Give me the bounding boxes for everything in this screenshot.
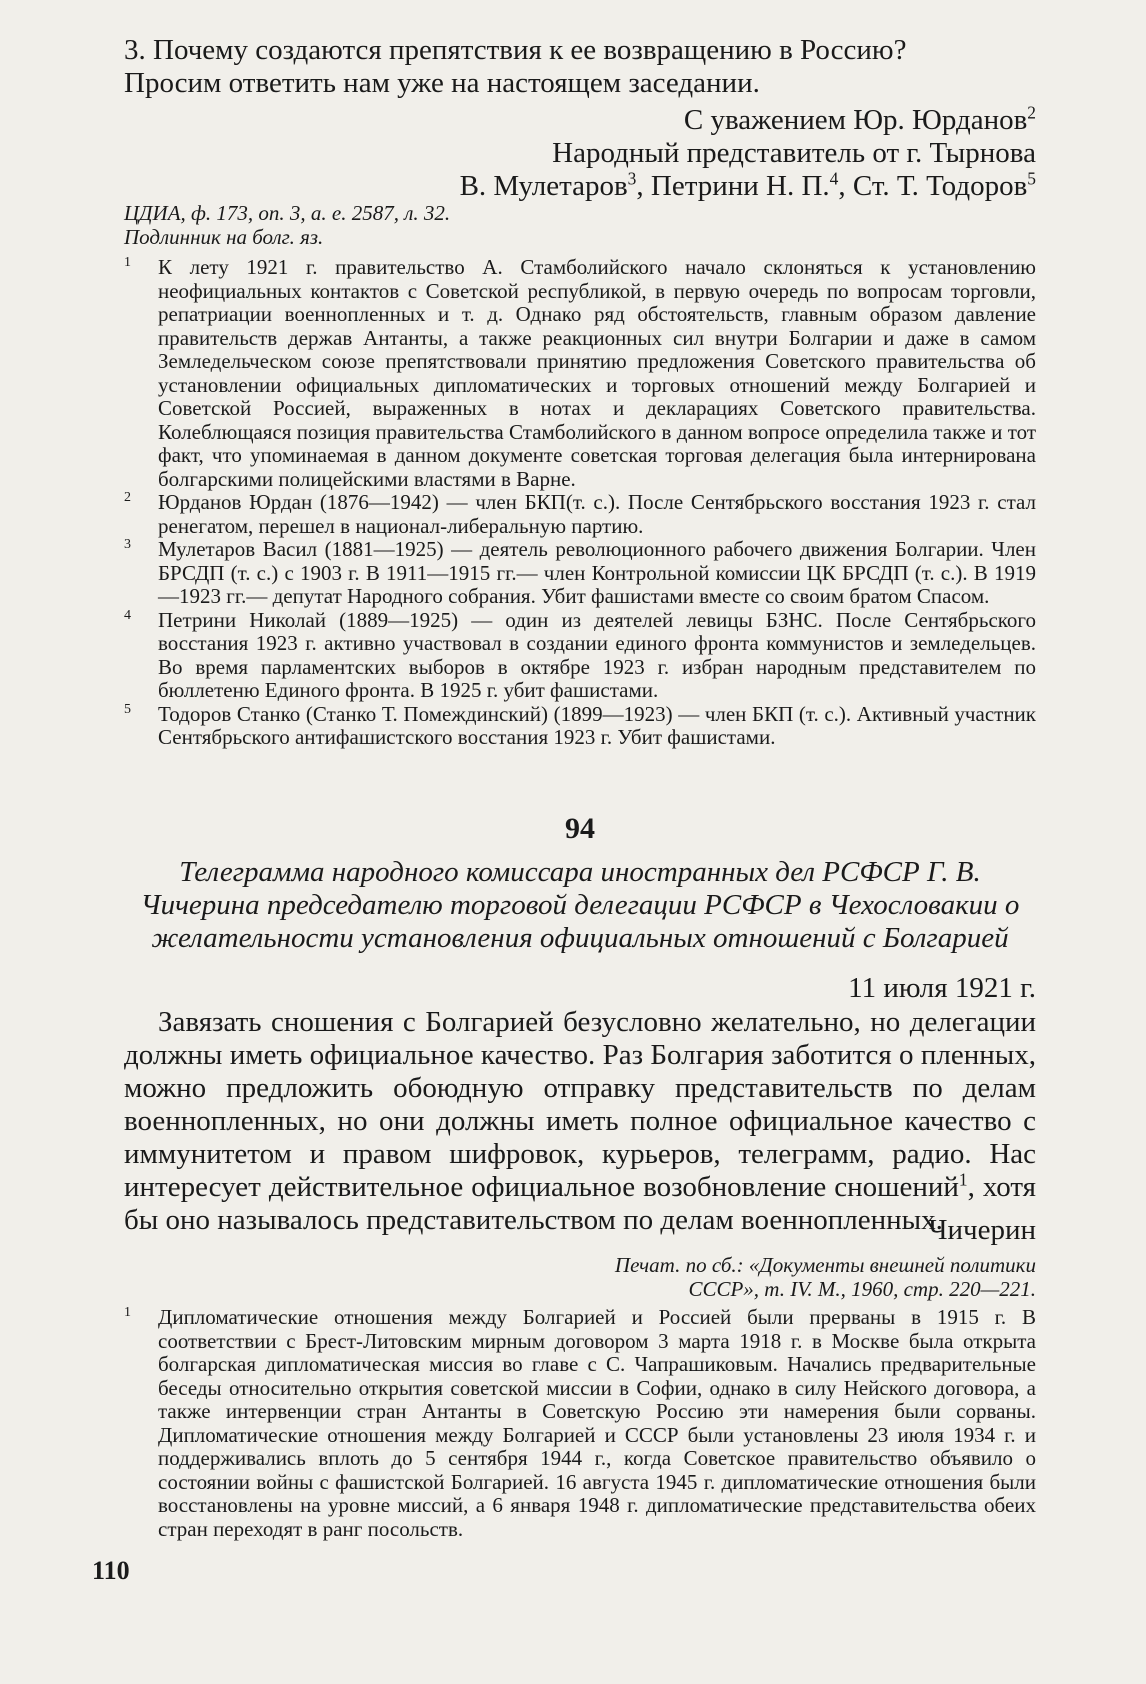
document-title: Телеграмма народного комиссара иностранных дел РСФСР Г. В. Чичерина председателю торговой делегации РСФСР в Чехословакии о желательности установления официальных отношений с Болгарией [140,856,1020,954]
page-number: 110 [92,1556,130,1585]
footnote-item [124,538,1036,609]
body-paragraph [124,1006,1036,1237]
document-body [124,1006,1036,1237]
footnote-number: 1 [124,1305,131,1320]
footnote-item [124,491,1036,538]
regards-text: С уважением Юр. Юрданов [683,104,1028,136]
footnote-item [124,1306,1036,1541]
signer-petrini: , Петрини Н. П. [636,170,830,202]
footnotes-first [124,256,1036,750]
archive-original-note: Подлинник на болг. яз. [124,224,324,249]
footnote-number: 1 [124,255,131,270]
footnote-ref: 3 [627,168,637,189]
body-text-part1: Завязать сношения с Болгарией безусловно желательно, но делегации должны иметь официальное качество. Раз Болгария заботится о пленных, можно предложить обоюдную отправку представительств по делам военнопленных, но они должны иметь полное официальное качество с иммунитетом и правом шифровок, курьеров, телеграмм, радио. Нас интересует действительное официальное возобновление сношений [124,1006,1036,1203]
deputy-line: Народный представитель от г. Тырнова [552,137,1036,169]
footnote-ref: 1 [958,1169,968,1190]
footnote-text: К лету 1921 г. правительство А. Стамболийского начало склоняться к установлению неофициальных контактов с Советской республикой, в первую очередь по вопросам торговли, репатриации военнопленных и т. д. Однако ряд обстоятельств, главным образом давление правительств держав Антанты, а также реакционных сил внутри Болгарии и даже в самом Земледельческом союзе препятствовали принятию предложения Советского правительства об установлении официальных дипломатических и торговых отношений между Болгарией и Советской Россией, выраженных в нотах и декларациях Советского правительства. Колеблющаяся позиция правительства Стамболийского в данном вопросе определила также и тот факт, что упоминаемая в данном документе советская торговая делегация была интернирована болгарскими полицейскими властями в Варне. [158,255,1036,491]
signatures-block [124,104,1036,203]
footnote-number: 3 [124,537,131,552]
footnote-text: Дипломатические отношения между Болгарией и Россией были прерваны в 1915 г. В соответствии с Брест-Литовским мирным договором 3 марта 1918 г. в Москве была открыта болгарская дипломатическая миссия во главе с С. Чапрашиковым. Начались предварительные беседы относительно открытия советской миссии в Софии, однако в силу Нейского договора, а также интервенции стран Антанты в Советскую Россию эти намерения были сорваны. Дипломатические отношения между Болгарией и СССР были установлены 23 июля 1934 г. и поддерживались вплоть до 5 сентября 1944 г., когда Советское правительство объявило о состоянии войны с фашистской Болгарией. 16 августа 1945 г. дипломатические отношения были восстановлены на уровне миссий, а 6 января 1948 г. дипломатические представительства обеих стран переходят в ранг посольств. [158,1305,1036,1541]
request-line: Просим ответить нам уже на настоящем заседании. [124,67,760,99]
regards-line [124,104,1036,137]
signer-todorov: , Ст. Т. Тодоров [838,170,1028,202]
names-line [124,170,1036,203]
questions-block [124,34,1036,100]
footnote-number: 4 [124,607,131,623]
archive-ref: ЦДИА, ф. 173, оп. 3, а. е. 2587, л. 32. [124,201,451,225]
footnote-ref: 2 [1027,102,1036,123]
document-date: 11 июля 1921 г. [848,972,1036,1004]
archive-reference [124,202,1036,249]
source-reference [124,1254,1036,1301]
question-3: 3. Почему создаются препятствия к ее возвращению в Россию? [124,34,907,66]
footnote-item [124,609,1036,703]
footnote-text: Юрданов Юрдан (1876—1942) — член БКП(т. с.). После Сентябрьского восстания 1923 г. стал ренегатом, перешел в национал-либеральную партию. [158,490,1036,538]
signer-muletarov: В. Мулетаров [459,170,628,202]
footnote-number: 5 [124,701,131,717]
footnote-text: Мулетаров Васил (1881—1925) — деятель революционного рабочего движения Болгарии. Член БРСДП (т. с.) с 1903 г. В 1911—1915 гг.— член Контрольной комиссии ЦК БРСДП (т. с.). В 1919—1923 гг.— депутат Народного собрания. Убит фашистами вместе со своим братом Спасом. [158,537,1036,608]
footnote-text: Петрини Николай (1889—1925) — один из деятелей левицы БЗНС. После Сентябрьского восстания 1923 г. активно участвовал в создании единого фронта коммунистов и земледельцев. Во время парламентских выборов в октябре 1923 г. избран народным представителем по бюллетеню Единого фронта. В 1925 г. убит фашистами. [158,607,1036,702]
footnote-ref: 4 [829,168,839,189]
footnotes-second [124,1306,1036,1541]
footnote-number: 2 [124,490,131,505]
source-line-2: СССР», т. IV. М., 1960, стр. 220—221. [688,1276,1036,1301]
document-number: 94 [565,812,595,845]
footnote-ref: 5 [1027,168,1036,189]
source-line-1: Печат. по сб.: «Документы внешней политики [614,1253,1036,1277]
footnote-item [124,703,1036,750]
body-text-part2: , хотя бы оно называлось представительством по делам военнопленных. [124,1171,1036,1236]
footnote-text: Тодоров Станко (Станко Т. Помеждинский) (1899—1923) — член БКП (т. с.). Активный участник Сентябрьского антифашистского восстания 1923 г. Убит фашистами. [158,701,1036,749]
footnote-item [124,256,1036,491]
document-signer: Чичерин [928,1214,1036,1246]
